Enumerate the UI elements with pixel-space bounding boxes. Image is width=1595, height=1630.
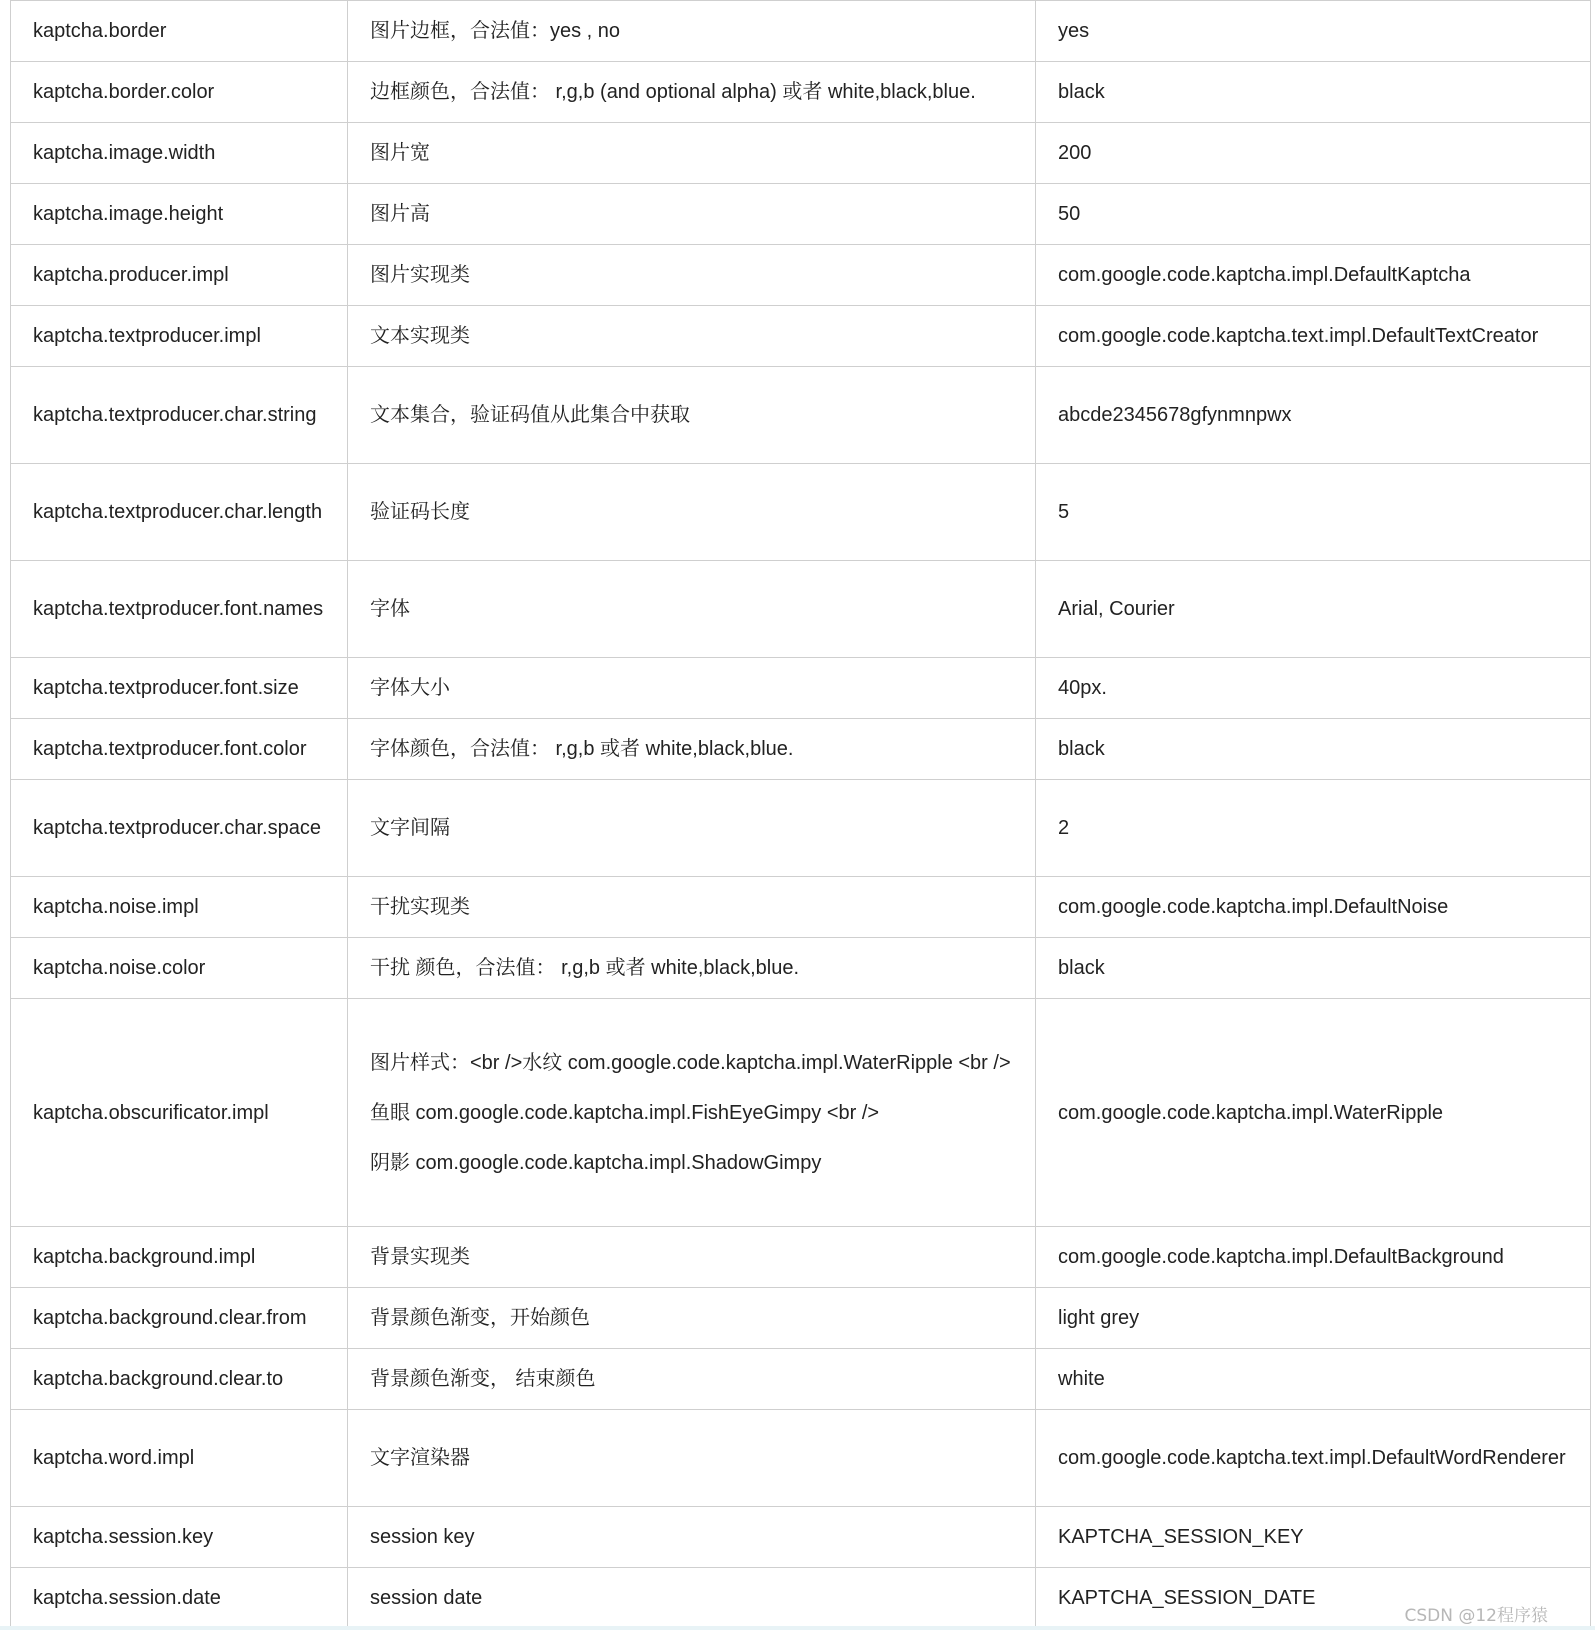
config-key-cell: kaptcha.session.key bbox=[11, 1507, 348, 1568]
kaptcha-config-table bbox=[10, 0, 1591, 1629]
config-value-cell: yes bbox=[1036, 1, 1591, 62]
config-value-cell: com.google.code.kaptcha.impl.DefaultBackground bbox=[1036, 1227, 1591, 1288]
config-desc-cell: 干扰 颜色，合法值： r,g,b 或者 white,black,blue. bbox=[348, 938, 1036, 999]
bottom-strip bbox=[0, 1626, 1595, 1630]
config-value-cell: com.google.code.kaptcha.impl.DefaultNoise bbox=[1036, 877, 1591, 938]
table-row bbox=[11, 999, 1591, 1227]
config-key-cell: kaptcha.textproducer.font.color bbox=[11, 719, 348, 780]
config-key-cell: kaptcha.textproducer.font.names bbox=[11, 561, 348, 658]
config-value-cell: black bbox=[1036, 62, 1591, 123]
config-desc-cell: 背景实现类 bbox=[348, 1227, 1036, 1288]
config-key-cell: kaptcha.textproducer.impl bbox=[11, 306, 348, 367]
config-key-cell: kaptcha.textproducer.char.string bbox=[11, 367, 348, 464]
desc-line: 阴影 com.google.code.kaptcha.impl.ShadowGimpy bbox=[370, 1151, 822, 1174]
table-row bbox=[11, 780, 1591, 877]
config-desc-cell: 验证码长度 bbox=[348, 464, 1036, 561]
table-row bbox=[11, 367, 1591, 464]
table-row bbox=[11, 184, 1591, 245]
config-desc-cell: 字体颜色，合法值： r,g,b 或者 white,black,blue. bbox=[348, 719, 1036, 780]
config-value-cell: white bbox=[1036, 1349, 1591, 1410]
config-value-cell: Arial, Courier bbox=[1036, 561, 1591, 658]
config-key-cell: kaptcha.noise.impl bbox=[11, 877, 348, 938]
config-value-cell: KAPTCHA_SESSION_KEY bbox=[1036, 1507, 1591, 1568]
table-row bbox=[11, 245, 1591, 306]
csdn-watermark: CSDN @12程序猿 bbox=[1402, 1601, 1550, 1626]
config-key-cell: kaptcha.border.color bbox=[11, 62, 348, 123]
config-value-cell: com.google.code.kaptcha.text.impl.DefaultWordRenderer bbox=[1036, 1410, 1591, 1507]
config-key-cell: kaptcha.textproducer.font.size bbox=[11, 658, 348, 719]
table-row bbox=[11, 1568, 1591, 1629]
config-desc-cell: 文字渲染器 bbox=[348, 1410, 1036, 1507]
table-row bbox=[11, 877, 1591, 938]
config-desc-cell: 边框颜色，合法值： r,g,b (and optional alpha) 或者 white,black,blue. bbox=[348, 62, 1036, 123]
config-key-cell: kaptcha.session.date bbox=[11, 1568, 348, 1629]
config-value-cell: 2 bbox=[1036, 780, 1591, 877]
table-row bbox=[11, 123, 1591, 184]
table-row bbox=[11, 62, 1591, 123]
config-value-cell: com.google.code.kaptcha.impl.WaterRipple bbox=[1036, 999, 1591, 1227]
config-value-cell: com.google.code.kaptcha.text.impl.DefaultTextCreator bbox=[1036, 306, 1591, 367]
config-value-cell: 200 bbox=[1036, 123, 1591, 184]
config-value-cell: KAPTCHA_SESSION_DATE bbox=[1036, 1568, 1591, 1629]
config-value-cell: 5 bbox=[1036, 464, 1591, 561]
table-row bbox=[11, 1349, 1591, 1410]
config-desc-cell: 图片边框，合法值：yes , no bbox=[348, 1, 1036, 62]
config-desc-cell: 背景颜色渐变，开始颜色 bbox=[348, 1288, 1036, 1349]
config-value-cell: 40px. bbox=[1036, 658, 1591, 719]
config-key-cell: kaptcha.image.width bbox=[11, 123, 348, 184]
config-value-cell: black bbox=[1036, 938, 1591, 999]
config-key-cell: kaptcha.border bbox=[11, 1, 348, 62]
config-value-cell: abcde2345678gfynmnpwx bbox=[1036, 367, 1591, 464]
config-table-container bbox=[10, 0, 1590, 1629]
desc-line: 图片样式：<br />水纹 com.google.code.kaptcha.impl.WaterRipple <br /> bbox=[370, 1051, 1011, 1074]
config-key-cell: kaptcha.noise.color bbox=[11, 938, 348, 999]
config-value-cell: com.google.code.kaptcha.impl.DefaultKaptcha bbox=[1036, 245, 1591, 306]
config-key-cell: kaptcha.background.impl bbox=[11, 1227, 348, 1288]
config-key-cell: kaptcha.word.impl bbox=[11, 1410, 348, 1507]
config-desc-cell: 文字间隔 bbox=[348, 780, 1036, 877]
config-desc-cell: 图片实现类 bbox=[348, 245, 1036, 306]
table-row bbox=[11, 719, 1591, 780]
config-value-cell: 50 bbox=[1036, 184, 1591, 245]
config-key-cell: kaptcha.image.height bbox=[11, 184, 348, 245]
config-key-cell: kaptcha.obscurificator.impl bbox=[11, 999, 348, 1227]
table-row bbox=[11, 658, 1591, 719]
config-value-cell: black bbox=[1036, 719, 1591, 780]
config-key-cell: kaptcha.background.clear.from bbox=[11, 1288, 348, 1349]
config-desc-cell: 图片高 bbox=[348, 184, 1036, 245]
config-value-cell: light grey bbox=[1036, 1288, 1591, 1349]
config-desc-cell: session date bbox=[348, 1568, 1036, 1629]
config-key-cell: kaptcha.textproducer.char.space bbox=[11, 780, 348, 877]
table-row bbox=[11, 938, 1591, 999]
config-desc-cell: 背景颜色渐变， 结束颜色 bbox=[348, 1349, 1036, 1410]
config-desc-cell: session key bbox=[348, 1507, 1036, 1568]
config-desc-cell: 字体大小 bbox=[348, 658, 1036, 719]
table-row bbox=[11, 1, 1591, 62]
table-row bbox=[11, 464, 1591, 561]
config-desc-cell: 文本集合，验证码值从此集合中获取 bbox=[348, 367, 1036, 464]
config-key-cell: kaptcha.producer.impl bbox=[11, 245, 348, 306]
table-row bbox=[11, 1227, 1591, 1288]
config-desc-cell: 干扰实现类 bbox=[348, 877, 1036, 938]
config-desc-cell bbox=[348, 999, 1036, 1227]
config-key-cell: kaptcha.textproducer.char.length bbox=[11, 464, 348, 561]
table-row bbox=[11, 561, 1591, 658]
table-row bbox=[11, 306, 1591, 367]
desc-line: 鱼眼 com.google.code.kaptcha.impl.FishEyeGimpy <br /> bbox=[370, 1101, 880, 1124]
config-desc-cell: 字体 bbox=[348, 561, 1036, 658]
table-row bbox=[11, 1507, 1591, 1568]
table-row bbox=[11, 1410, 1591, 1507]
table-row bbox=[11, 1288, 1591, 1349]
config-desc-cell: 图片宽 bbox=[348, 123, 1036, 184]
config-desc-cell: 文本实现类 bbox=[348, 306, 1036, 367]
config-key-cell: kaptcha.background.clear.to bbox=[11, 1349, 348, 1410]
